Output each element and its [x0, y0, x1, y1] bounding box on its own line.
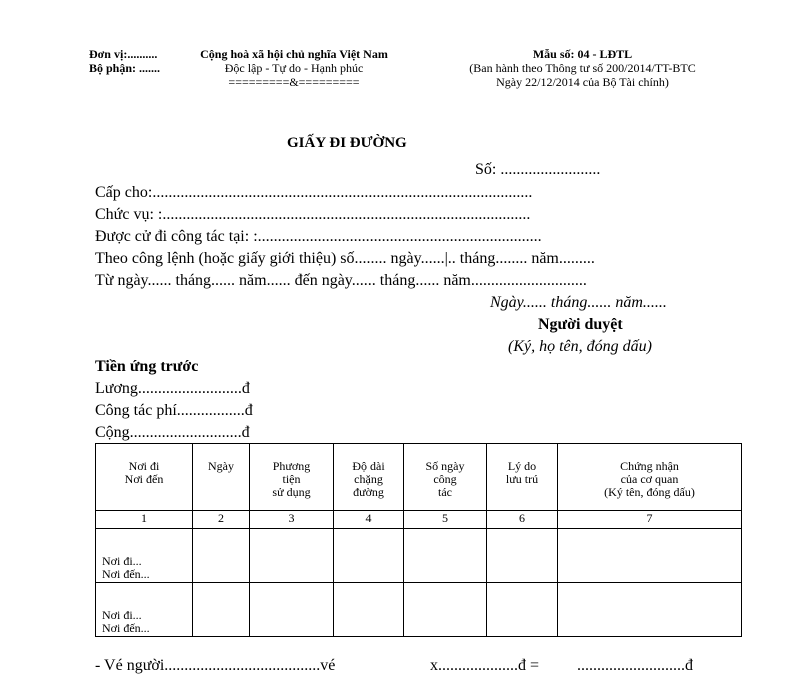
- advance-allowance: Công tác phí.................đ: [95, 402, 253, 419]
- column-number: 2: [193, 511, 250, 529]
- place-cell: Nơi đi... Nơi đến...: [96, 529, 193, 583]
- table-cell: [334, 583, 404, 637]
- nation-name: Cộng hoà xã hội chủ nghĩa Việt Nam: [200, 47, 388, 61]
- issued-date: Ngày 22/12/2014 của Bộ Tài chính): [496, 75, 669, 89]
- header-cell: Độ dài chặng đường: [334, 444, 404, 511]
- table-cell: [404, 529, 487, 583]
- order-field: Theo công lệnh (hoặc giấy giới thiệu) số........ ngày......|.. tháng........ năm.........: [95, 250, 595, 267]
- ticket-quantity: x....................đ =: [430, 657, 540, 674]
- table-cell: [558, 583, 742, 637]
- header-cell: Chứng nhận của cơ quan (Ký tên, đóng dấu): [558, 444, 742, 511]
- approval-date: Ngày...... tháng...... năm......: [490, 294, 667, 311]
- sent-to-field: Được cử đi công tác tại: :.......................................................................: [95, 228, 542, 245]
- column-number: 4: [334, 511, 404, 529]
- issued-by: (Ban hành theo Thông tư số 200/2014/TT-BTC: [469, 61, 696, 75]
- table-cell: [193, 529, 250, 583]
- table-cell: [558, 529, 742, 583]
- column-number: 7: [558, 511, 742, 529]
- column-number: 1: [96, 511, 193, 529]
- table-row: [96, 529, 742, 583]
- table-cell: [334, 529, 404, 583]
- column-number-row: [96, 511, 742, 529]
- header-cell: Phương tiện sử dụng: [250, 444, 334, 511]
- header-cell: Số ngày công tác: [404, 444, 487, 511]
- table-cell: [250, 529, 334, 583]
- column-number: 6: [487, 511, 558, 529]
- motto: Độc lập - Tự do - Hạnh phúc: [224, 61, 364, 75]
- trip-table: [95, 443, 742, 637]
- period-field: Từ ngày...... tháng...... năm...... đến ngày...... tháng...... năm.............................: [95, 272, 587, 289]
- ticket-label: - Vé người.......................................vé: [95, 657, 336, 674]
- column-number: 3: [250, 511, 334, 529]
- unit-label: Đơn vị:..........: [89, 47, 158, 61]
- table-cell: [487, 529, 558, 583]
- issued-to-field: Cấp cho:...............................................................................................: [95, 184, 533, 201]
- advance-total: Cộng............................đ: [95, 424, 250, 441]
- position-field: Chức vụ: :............................................................................................: [95, 206, 531, 223]
- document-number: Số: .........................: [475, 161, 601, 178]
- table-cell: [487, 583, 558, 637]
- header-cell: Lý do lưu trú: [487, 444, 558, 511]
- ticket-amount: ...........................đ: [577, 657, 693, 674]
- table-cell: [404, 583, 487, 637]
- sign-note: (Ký, họ tên, đóng dấu): [508, 338, 652, 355]
- form-number: Mẫu số: 04 - LĐTL: [532, 47, 633, 61]
- header-cell: Ngày: [193, 444, 250, 511]
- advance-heading: Tiền ứng trước: [95, 358, 199, 375]
- advance-salary: Lương..........................đ: [95, 380, 250, 397]
- header-cell: Nơi đi Nơi đến: [96, 444, 193, 511]
- table-cell: [250, 583, 334, 637]
- department-label: Bộ phận: .......: [89, 61, 161, 75]
- table-cell: [193, 583, 250, 637]
- header-separator: =========&=========: [228, 75, 360, 89]
- approver-title: Người duyệt: [538, 316, 623, 333]
- table-header-row: [96, 444, 742, 511]
- document-title: GIẤY ĐI ĐƯỜNG: [287, 135, 407, 151]
- table-row: [96, 583, 742, 637]
- column-number: 5: [404, 511, 487, 529]
- place-cell: Nơi đi... Nơi đến...: [96, 583, 193, 637]
